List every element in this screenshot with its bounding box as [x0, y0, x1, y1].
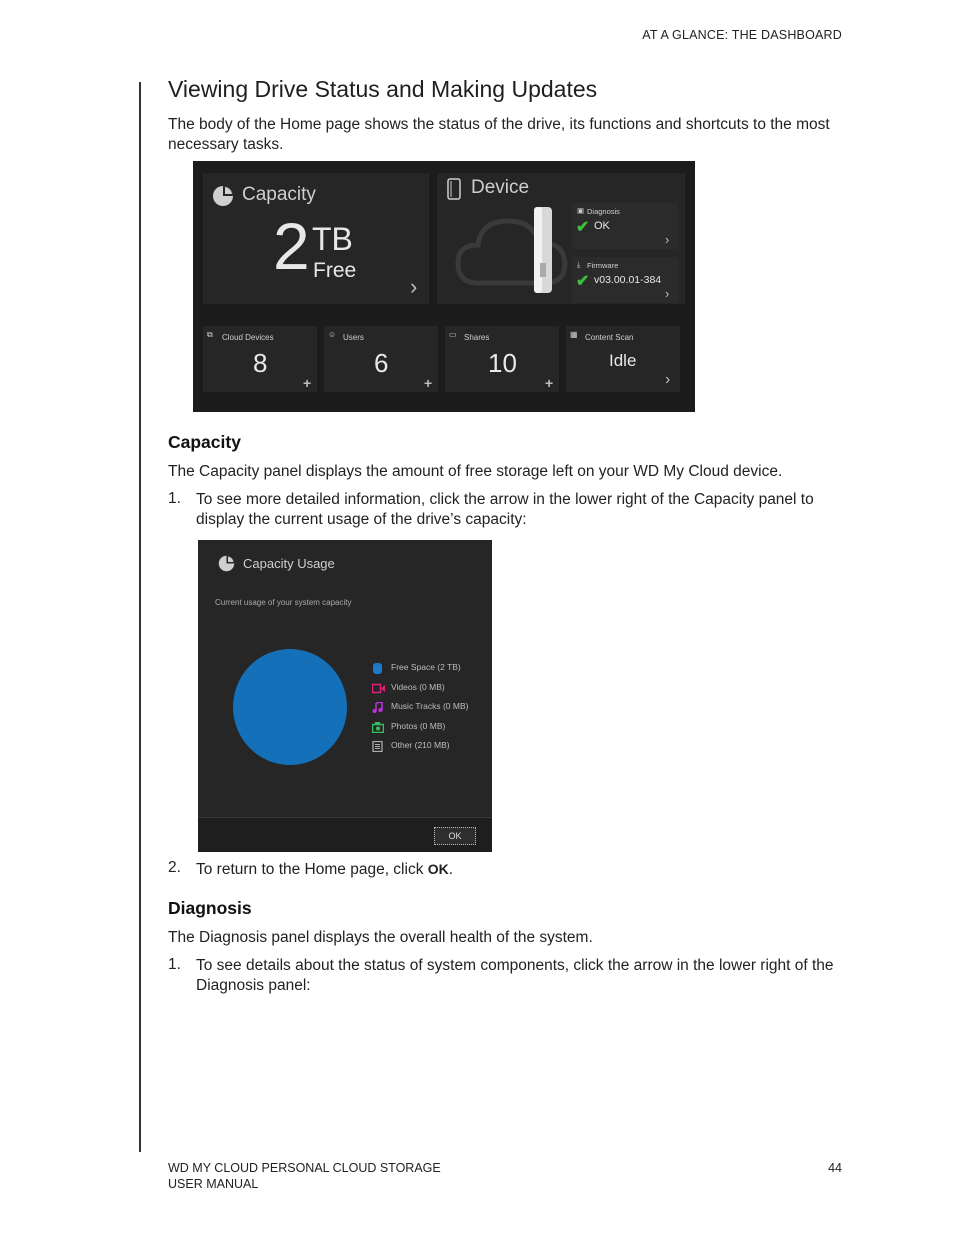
- step-number: 1.: [168, 956, 181, 973]
- ok-button[interactable]: OK: [434, 827, 476, 845]
- capacity-usage-title: Capacity Usage: [243, 556, 335, 571]
- tile-value: 8: [253, 348, 268, 378]
- content-scan-icon: ▦: [570, 330, 578, 339]
- video-icon: [372, 681, 383, 692]
- firmware-panel: [572, 257, 678, 303]
- legend-other: Other (210 MB): [391, 740, 450, 750]
- dialog-footer: [198, 817, 492, 852]
- capacity-panel: [203, 173, 429, 304]
- left-margin-rule: [139, 82, 141, 1152]
- tile-users[interactable]: [324, 326, 438, 392]
- capacity-label: Capacity: [242, 184, 316, 205]
- add-icon[interactable]: +: [303, 375, 312, 391]
- database-icon: [372, 661, 383, 672]
- tile-shares[interactable]: [445, 326, 559, 392]
- diagnosis-arrow-icon[interactable]: ›: [665, 232, 670, 247]
- diagnosis-panel: [572, 203, 678, 249]
- step2-text: To return to the Home page, click: [196, 861, 428, 878]
- dashboard-screenshot: [193, 161, 695, 412]
- pie-chart-icon: [218, 555, 235, 572]
- capacity-step2: [196, 859, 846, 880]
- pie-chart-icon: [212, 185, 234, 207]
- tile-value: 6: [374, 348, 389, 378]
- footer: [168, 1161, 441, 1192]
- device-icon: [446, 178, 462, 200]
- add-icon[interactable]: +: [424, 375, 433, 391]
- running-header: AT A GLANCE: THE DASHBOARD: [642, 28, 842, 42]
- free-space-slice: [233, 649, 347, 765]
- capacity-number: 2: [273, 209, 310, 283]
- diagnosis-value: OK: [594, 220, 610, 232]
- download-icon: ⤓: [577, 260, 581, 269]
- add-icon[interactable]: +: [545, 375, 554, 391]
- check-icon: ✔: [576, 273, 590, 290]
- firmware-label: Firmware: [587, 261, 619, 270]
- firmware-arrow-icon[interactable]: ›: [665, 286, 670, 301]
- capacity-unit: TB: [312, 221, 353, 257]
- users-icon: ☺: [328, 330, 337, 339]
- usage-pie-chart: [232, 648, 348, 766]
- document-icon: [372, 739, 383, 750]
- tile-value: Idle: [609, 351, 637, 370]
- intro-paragraph: The body of the Home page shows the status of the drive, its functions and shortcuts to the most necessary tasks.: [168, 116, 830, 153]
- diagnosis-step1: To see details about the status of system components, click the arrow in the lower right of the Diagnosis panel:: [196, 957, 834, 994]
- legend-music-tracks: Music Tracks (0 MB): [391, 701, 469, 711]
- folder-icon: ▭: [449, 330, 457, 339]
- device-image: [531, 203, 555, 295]
- capacity-usage-screenshot: [198, 540, 492, 852]
- tile-label: Cloud Devices: [222, 333, 274, 342]
- camera-icon: [372, 720, 383, 731]
- tile-label: Users: [343, 333, 364, 342]
- page-number: 44: [828, 1161, 842, 1175]
- step2-suffix: .: [448, 861, 454, 878]
- capacity-step1: To see more detailed information, click the arrow in the lower right of the Capacity panel to display the current usage of the drive’s capacity:: [196, 491, 814, 528]
- diagnosis-label: Diagnosis: [587, 207, 620, 216]
- footer-product: WD MY CLOUD PERSONAL CLOUD STORAGE: [168, 1161, 441, 1175]
- device-panel: [437, 173, 685, 304]
- check-icon: ✔: [576, 219, 590, 236]
- ok-emphasis: OK: [427, 861, 449, 877]
- music-icon: [372, 700, 383, 711]
- page-title: Viewing Drive Status and Making Updates: [168, 76, 598, 102]
- device-label: Device: [471, 177, 530, 198]
- step-number: 2.: [168, 859, 181, 876]
- content-scan-arrow-icon[interactable]: ›: [665, 371, 671, 388]
- tile-content-scan[interactable]: [566, 326, 680, 392]
- tile-cloud-devices[interactable]: [203, 326, 317, 392]
- diagnosis-icon: ▣: [577, 206, 585, 215]
- diagnosis-paragraph: The Diagnosis panel displays the overall health of the system.: [168, 929, 593, 946]
- cloud-devices-icon: ⧉: [207, 330, 213, 339]
- firmware-value: v03.00.01-384: [594, 274, 662, 286]
- footer-manual: USER MANUAL: [168, 1176, 259, 1191]
- legend-photos: Photos (0 MB): [391, 721, 446, 731]
- capacity-free-label: Free: [313, 259, 357, 282]
- capacity-usage-subtitle: Current usage of your system capacity: [215, 598, 352, 607]
- tile-label: Shares: [464, 333, 490, 342]
- capacity-paragraph: The Capacity panel displays the amount of free storage left on your WD My Cloud device.: [168, 463, 783, 480]
- tile-value: 10: [488, 348, 517, 378]
- legend-videos: Videos (0 MB): [391, 682, 445, 692]
- step-number: 1.: [168, 490, 181, 507]
- capacity-arrow-icon[interactable]: ›: [410, 274, 418, 299]
- legend-free-space: Free Space (2 TB): [391, 662, 461, 672]
- tile-label: Content Scan: [585, 333, 634, 342]
- cloud-icon: [453, 203, 573, 293]
- diagnosis-heading: Diagnosis: [168, 898, 252, 918]
- capacity-heading: Capacity: [168, 432, 241, 452]
